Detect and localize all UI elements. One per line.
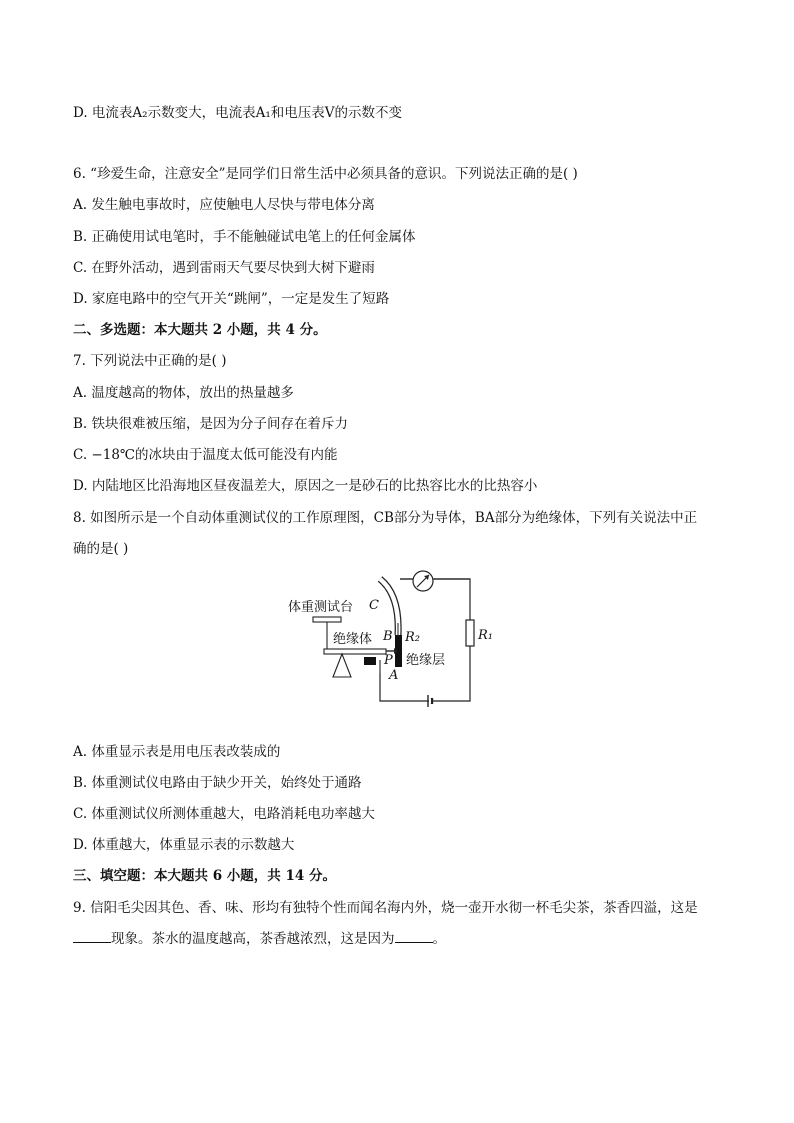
lever-arm (324, 649, 386, 654)
counterweight (364, 657, 376, 665)
q8-stem-line1: 8. 如图所示是一个自动体重测试仪的工作原理图，CB部分为导体，BA部分为绝缘体，下列有关说法中正 (73, 510, 698, 526)
label-point-c: C (369, 598, 379, 613)
q8-option-b: B. 体重测试仪电路由于缺少开关，始终处于通路 (73, 775, 362, 791)
q5-option-d: D. 电流表A₂示数变大，电流表A₁和电压表V的示数不变 (73, 105, 402, 121)
weight-tester-circuit-diagram (280, 565, 520, 710)
q7-option-c: C. −18℃的冰块由于温度太低可能没有内能 (73, 447, 338, 463)
fulcrum (333, 654, 351, 677)
q6-option-a: A. 发生触电事故时，应使触电人尽快与带电体分离 (73, 197, 375, 213)
label-r1: R₁ (478, 628, 493, 643)
answer-blank-1[interactable] (73, 930, 111, 943)
resistor-r1 (466, 620, 474, 646)
q6-option-d: D. 家庭电路中的空气开关“跳闸”，一定是发生了短路 (73, 291, 390, 307)
q9-text-part2: 。 (432, 931, 446, 947)
q8-stem-line2: 确的是( ) (73, 541, 129, 557)
q9-stem-line1: 9. 信阳毛尖因其色、香、味、形均有独特个性而闻名海内外，烧一壶开水彻一杯毛尖茶，茶香四溢，这是 (73, 900, 698, 916)
label-point-a: A (389, 668, 399, 683)
q8-option-c: C. 体重测试仪所测体重越大，电路消耗电功率越大 (73, 806, 375, 822)
q6-option-c: C. 在野外活动，遇到雷雨天气要尽快到大树下避雨 (73, 260, 375, 276)
label-point-p: P (384, 653, 393, 668)
section-2-heading: 二、多选题：本大题共 2 小题，共 4 分。 (73, 322, 327, 338)
label-point-b: B (383, 629, 393, 644)
q7-option-a: A. 温度越高的物体，放出的热量越多 (73, 385, 294, 401)
answer-blank-2[interactable] (395, 930, 433, 943)
label-insulator: 绝缘体 (333, 632, 373, 647)
battery-gap (429, 699, 431, 703)
q7-stem: 7. 下列说法中正确的是( ) (73, 353, 227, 369)
q7-option-b: B. 铁块很难被压缩，是因为分子间存在着斥力 (73, 416, 349, 432)
q8-option-d: D. 体重越大，体重显示表的示数越大 (73, 837, 295, 853)
q6-stem: 6. “珍爱生命，注意安全”是同学们日常生活中必须具备的意识。下列说法正确的是( ) (73, 166, 578, 182)
q8-option-a: A. 体重显示表是用电压表改装成的 (73, 744, 281, 760)
weighing-platform (313, 617, 341, 622)
q7-option-d: D. 内陆地区比沿海地区昼夜温差大，原因之一是砂石的比热容比水的比热容小 (73, 478, 538, 494)
label-platform: 体重测试台 (288, 600, 354, 615)
label-r2: R₂ (405, 630, 420, 645)
q9-text-part1: 现象。茶水的温度越高，茶香越浓烈，这是因为 (111, 931, 395, 947)
section-3-heading: 三、填空题：本大题共 6 小题，共 14 分。 (73, 868, 336, 884)
q6-option-b: B. 正确使用试电笔时，手不能触碰试电笔上的任何金属体 (73, 229, 416, 245)
q9-stem-line2 (73, 930, 446, 948)
label-insulating-layer: 绝缘层 (406, 653, 446, 668)
